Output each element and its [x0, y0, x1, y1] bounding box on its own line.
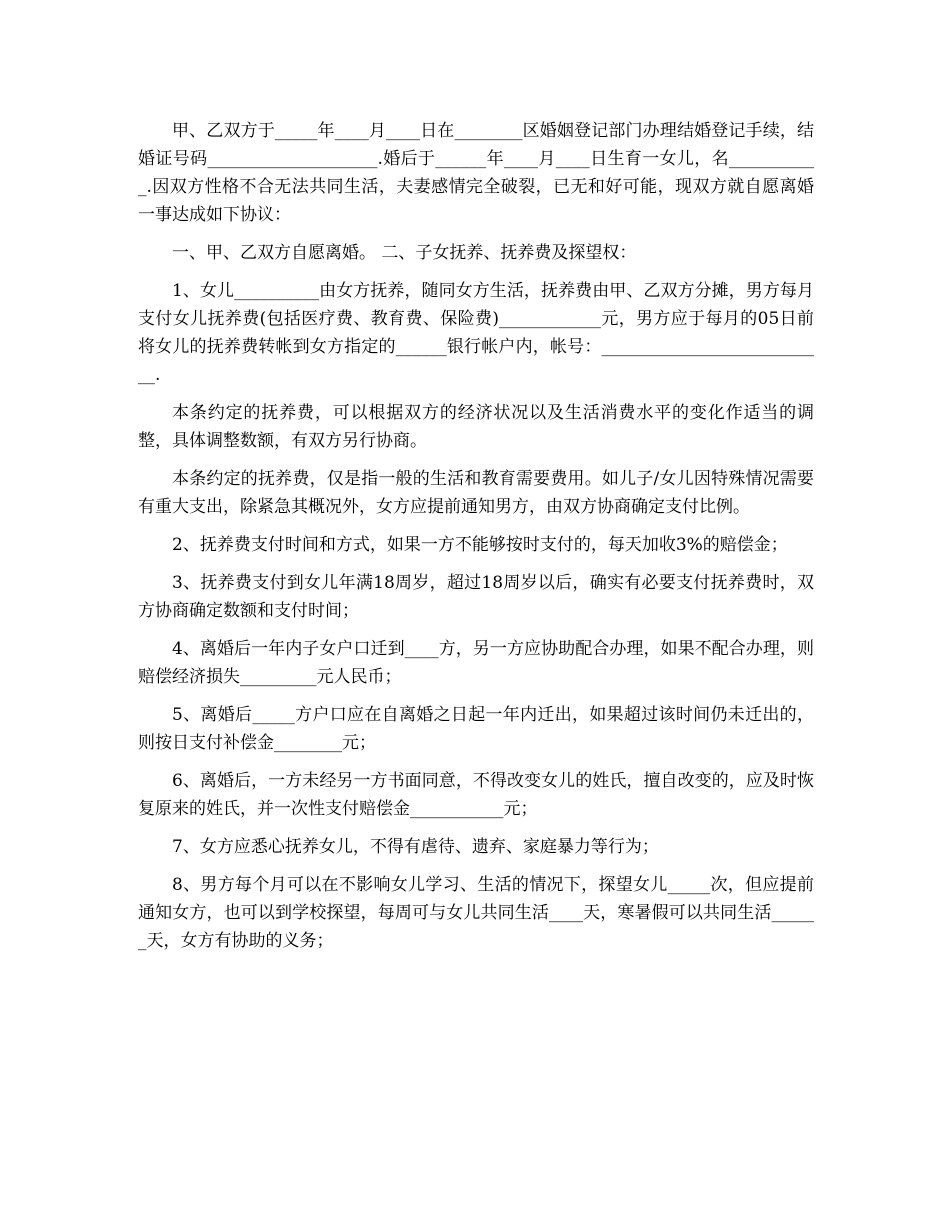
paragraph-clause-6: 6、离婚后，一方未经另一方书面同意，不得改变女儿的姓氏，擅自改变的，应及时恢复原来的姓氏，并一次性支付赔偿金___________元； [138, 771, 814, 819]
document-body [138, 117, 814, 965]
paragraph-clause-5: 5、离婚后_____方户口应在自离婚之日起一年内迁出，如果超过该时间仍未迁出的，则按日支付补偿金________元； [138, 705, 814, 753]
paragraph-clause-4: 4、离婚后一年内子女户口迁到____方，另一方应协助配合办理，如果不配合办理，则赔偿经济损失_________元人民币； [138, 639, 814, 687]
paragraph-adjustment: 本条约定的抚养费，可以根据双方的经济状况以及生活消费水平的变化作适当的调整，具体调整数额，有双方另行协商。 [138, 403, 814, 451]
paragraph-special-expense: 本条约定的抚养费，仅是指一般的生活和教育需要费用。如儿子/女儿因特殊情况需要有重大支出，除紧急其概况外，女方应提前通知男方，由双方协商确定支付比例。 [138, 469, 814, 517]
paragraph-preamble: 甲、乙双方于_____年____月____日在________区婚姻登记部门办理结婚登记手续，结婚证号码____________________.婚后于______年____月____日生育一女儿，名___________.因双方性格不合无法共同生活，夫妻感情完全破裂，已无和好可能，现双方就自愿离婚一事达成如下协议： [138, 121, 814, 225]
paragraph-clause-7: 7、女方应悉心抚养女儿，不得有虐待、遗弃、家庭暴力等行为； [172, 837, 659, 857]
paragraph-clause-8: 8、男方每个月可以在不影响女儿学习、生活的情况下，探望女儿_____次，但应提前通知女方，也可以到学校探望，每周可与女儿共同生活____天，寒暑假可以共同生活______天，女方有协助的义务； [138, 875, 814, 951]
paragraph-clause-3: 3、抚养费支付到女儿年满18周岁，超过18周岁以后，确实有必要支付抚养费时，双方协商确定数额和支付时间； [138, 573, 814, 621]
paragraph-clause-2: 2、抚养费支付时间和方式，如果一方不能够按时支付的，每天加收3%的赔偿金； [172, 535, 788, 555]
paragraph-section-1-2: 一、甲、乙双方自愿离婚。 二、子女抚养、抚养费及探望权： [172, 243, 637, 263]
paragraph-clause-1: 1、女儿__________由女方抚养，随同女方生活，抚养费由甲、乙双方分摊，男方每月支付女儿抚养费(包括医疗费、教育费、保险费)____________元，男方应于每月的05日前将女儿的抚养费转帐到女方指定的______银行帐户内，帐号：___________________________. [138, 281, 814, 385]
